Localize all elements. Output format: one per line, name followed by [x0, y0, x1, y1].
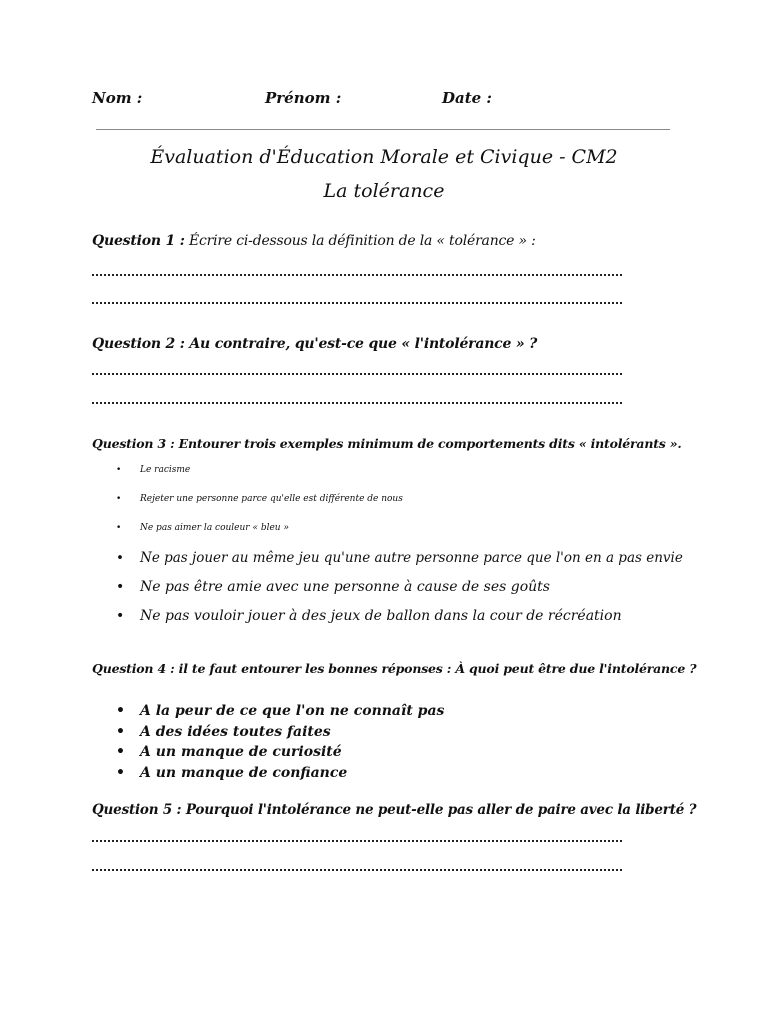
list-item[interactable]: • A un manque de curiosité: [92, 743, 444, 764]
answer-line[interactable]: [92, 869, 622, 871]
question-3: Question 3 : Entourer trois exemples minimum de comportements dits « intolérants ».: [92, 436, 682, 451]
question-2: Question 2 : Au contraire, qu'est-ce que « l'intolérance » ?: [92, 336, 538, 352]
question-1-label: Question 1 :: [92, 233, 185, 249]
list-item[interactable]: • A la peur de ce que l'on ne connaît pas: [92, 702, 444, 723]
answer-line[interactable]: [92, 402, 622, 404]
answer-line[interactable]: [92, 840, 622, 842]
question-4: Question 4 : il te faut entourer les bonnes réponses : À quoi peut être due l'intolérance ?: [92, 661, 697, 676]
question-4-options: [92, 702, 444, 784]
question-1: [92, 233, 536, 249]
prenom-label: Prénom :: [265, 89, 342, 107]
nom-label: Nom :: [92, 89, 143, 107]
header-divider: [96, 129, 670, 130]
list-item[interactable]: • Le racisme: [92, 461, 683, 490]
list-item[interactable]: • Ne pas vouloir jouer à des jeux de ballon dans la cour de récréation: [92, 607, 683, 636]
question-3-options: [92, 461, 683, 636]
list-item[interactable]: • Ne pas jouer au même jeu qu'une autre personne parce que l'on en a pas envie: [92, 549, 683, 578]
date-label: Date :: [442, 89, 492, 107]
list-item[interactable]: • Ne pas être amie avec une personne à cause de ses goûts: [92, 578, 683, 607]
answer-line[interactable]: [92, 274, 622, 276]
list-item[interactable]: • A un manque de confiance: [92, 764, 444, 785]
page-subtitle: La tolérance: [323, 180, 445, 202]
page-title: Évaluation d'Éducation Morale et Civique - CM2: [150, 146, 618, 168]
question-5: Question 5 : Pourquoi l'intolérance ne peut-elle pas aller de paire avec la liberté ?: [92, 802, 697, 818]
answer-line[interactable]: [92, 373, 622, 375]
list-item[interactable]: • Rejeter une personne parce qu'elle est différente de nous: [92, 490, 683, 519]
list-item[interactable]: • A des idées toutes faites: [92, 723, 444, 744]
question-1-text: Écrire ci-dessous la définition de la « tolérance » :: [184, 233, 536, 249]
answer-line[interactable]: [92, 302, 622, 304]
list-item[interactable]: • Ne pas aimer la couleur « bleu »: [92, 519, 683, 548]
